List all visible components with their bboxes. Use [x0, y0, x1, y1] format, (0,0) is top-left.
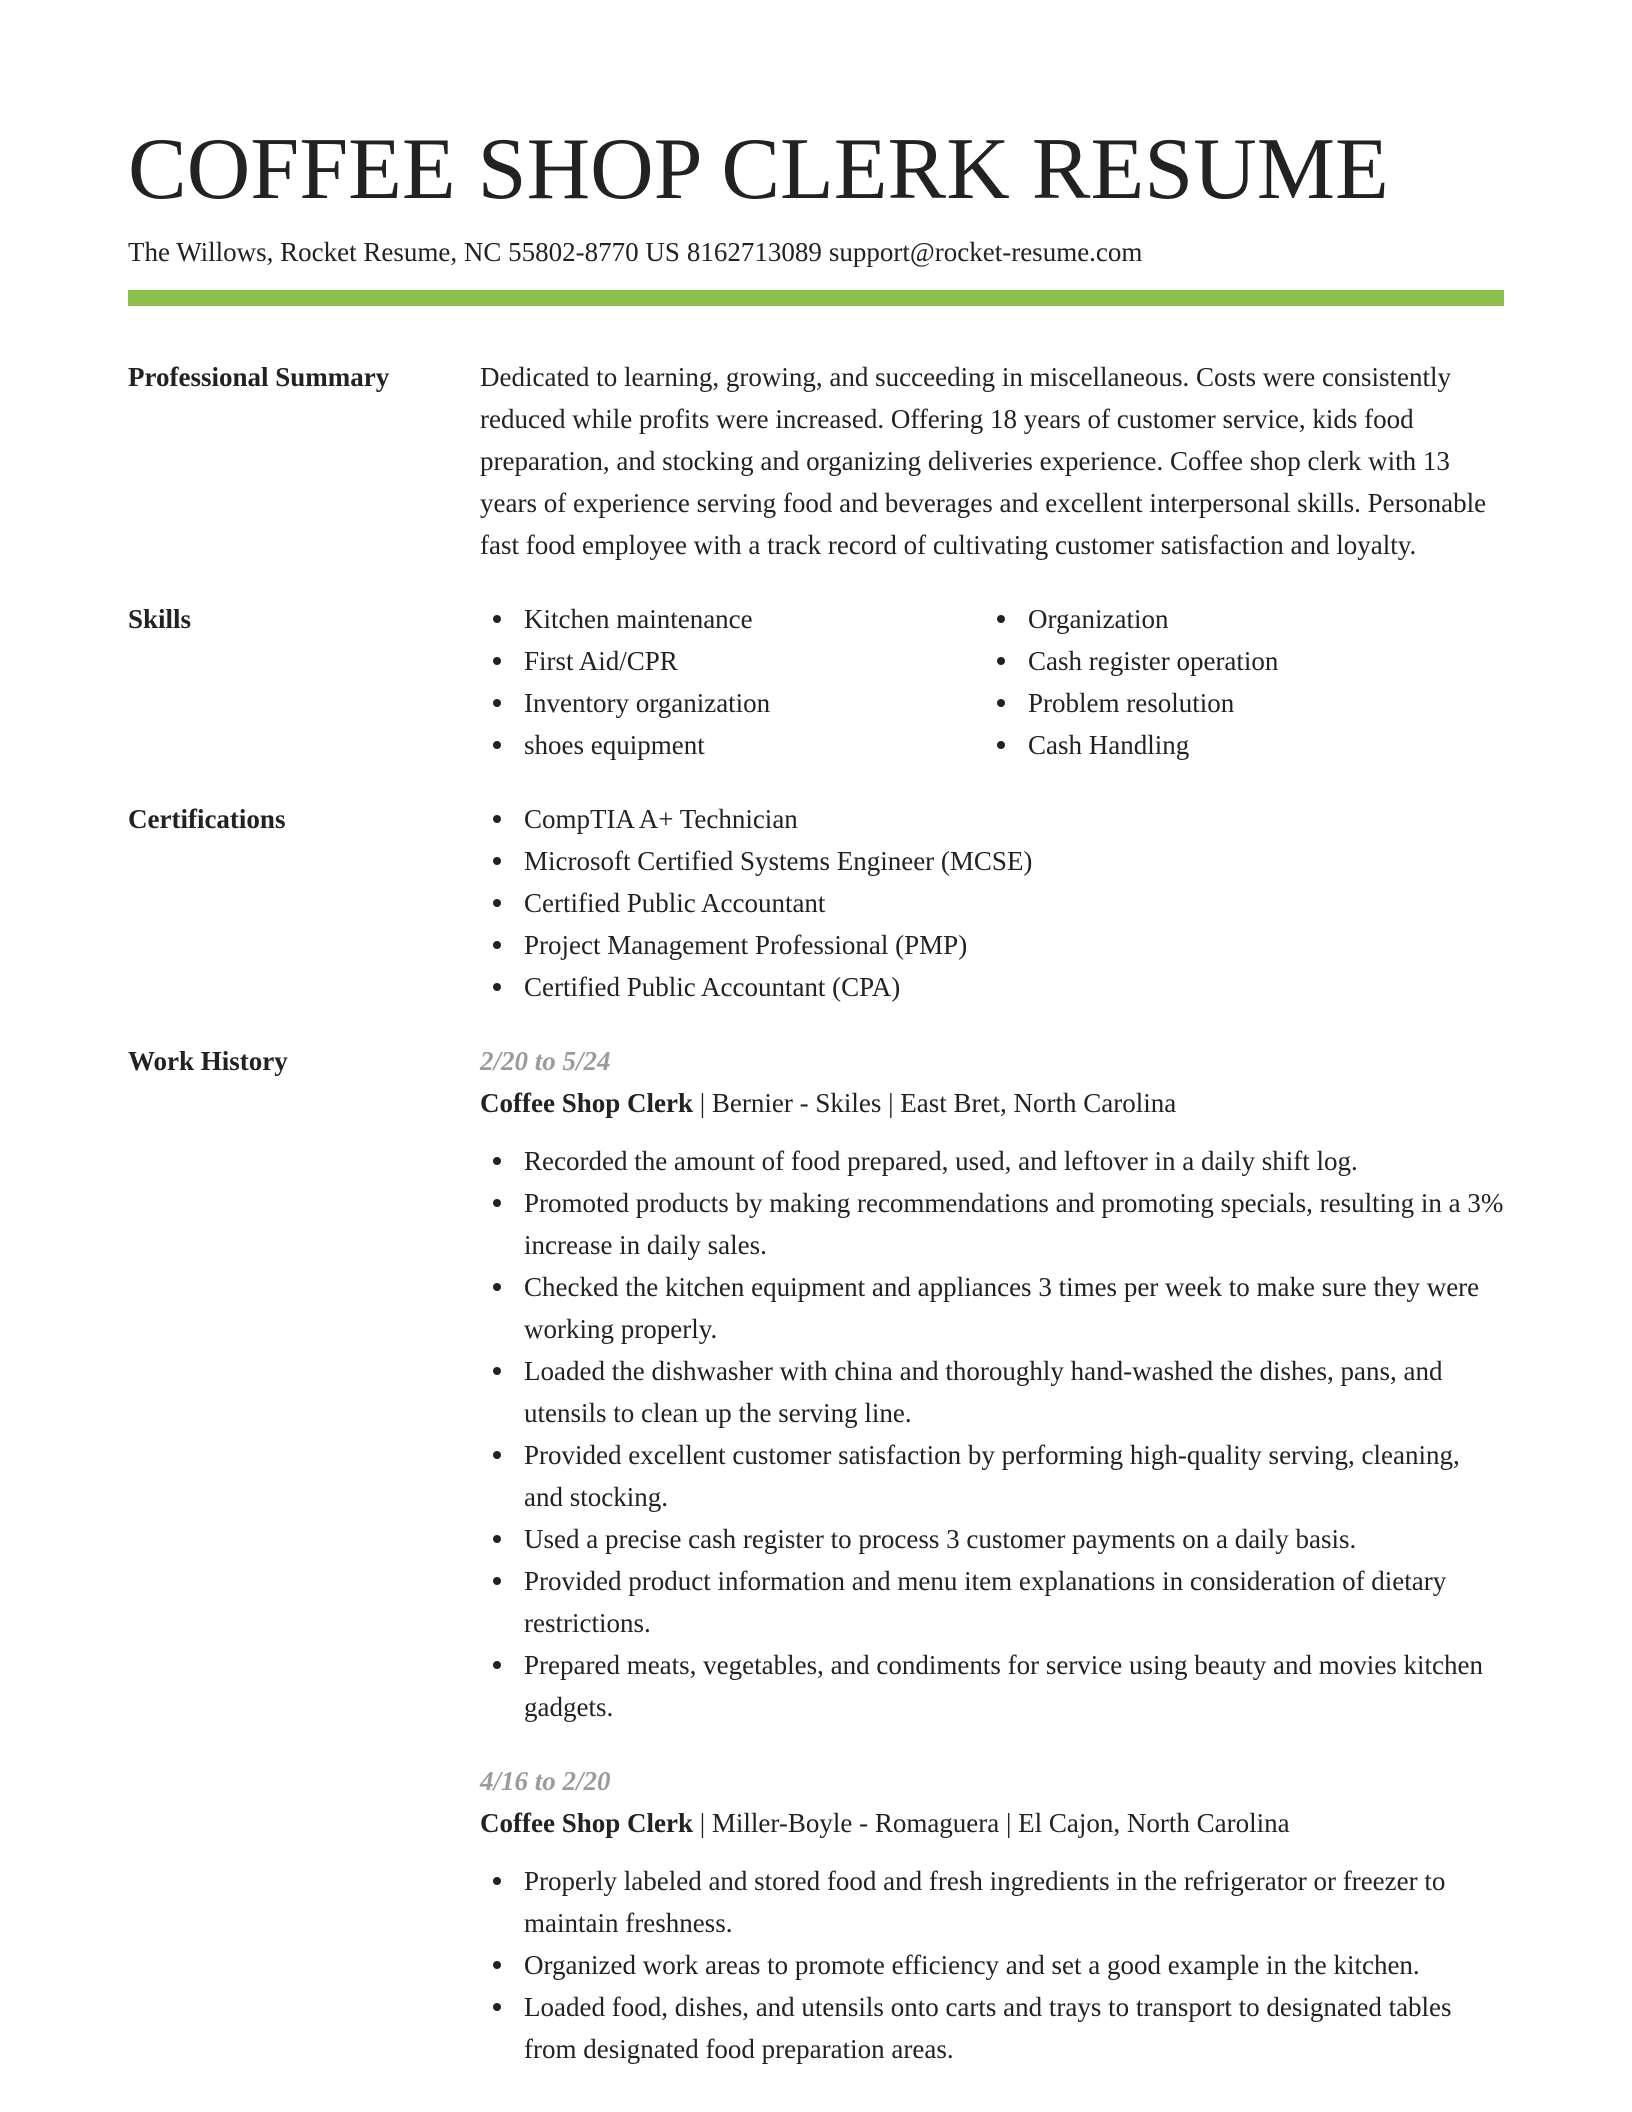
work-history-section	[128, 1040, 1504, 2070]
certifications-section	[128, 798, 1504, 1008]
work-history-body	[480, 1040, 1504, 2070]
skills-heading: Skills	[128, 604, 192, 634]
job-duty: Recorded the amount of food prepared, used, and leftover in a daily shift log.	[480, 1140, 1504, 1182]
job-dates: 2/20 to 5/24	[480, 1046, 611, 1076]
job-details: | Bernier - Skiles | East Bret, North Carolina	[692, 1088, 1177, 1118]
skill-item: Kitchen maintenance	[480, 598, 984, 640]
job-header	[480, 1082, 1504, 1124]
certification-item: CompTIA A+ Technician	[480, 798, 1504, 840]
certification-item: Project Management Professional (PMP)	[480, 924, 1504, 966]
summary-text: Dedicated to learning, growing, and succeeding in miscellaneous. Costs were consistently reduced while profits were increased. Offering 18 years of customer service, kids food preparation, and stocking and organizing deliveries experience. Coffee shop clerk with 13 years of experience serving food and beverages and excellent interpersonal skills. Personable fast food employee with a track record of cultivating customer satisfaction and loyalty.	[480, 362, 1487, 560]
job-duty: Organized work areas to promote efficiency and set a good example in the kitchen.	[480, 1944, 1504, 1986]
contact-email: support@rocket-resume.com	[828, 237, 1143, 267]
job-duties-list	[480, 1860, 1504, 2070]
job-title: Coffee Shop Clerk	[480, 1808, 693, 1838]
skills-list-left	[480, 598, 984, 766]
contact-address: The Willows, Rocket Resume, NC 55802-8770 US	[128, 237, 680, 267]
job-dates: 4/16 to 2/20	[480, 1766, 611, 1796]
accent-divider	[128, 290, 1504, 306]
summary-section	[128, 356, 1504, 566]
contact-line	[128, 232, 1504, 272]
certification-item: Certified Public Accountant (CPA)	[480, 966, 1504, 1008]
skill-item: Organization	[984, 598, 1488, 640]
contact-phone: 8162713089	[686, 237, 822, 267]
job-duty: Prepared meats, vegetables, and condiments for service using beauty and movies kitchen gadgets.	[480, 1644, 1504, 1728]
certification-item: Microsoft Certified Systems Engineer (MCSE)	[480, 840, 1504, 882]
certifications-heading: Certifications	[128, 804, 286, 834]
summary-heading: Professional Summary	[128, 362, 390, 392]
certification-item: Certified Public Accountant	[480, 882, 1504, 924]
skills-columns	[480, 598, 1504, 766]
job-entry	[480, 1760, 1504, 2070]
skill-item: Cash register operation	[984, 640, 1488, 682]
job-duty: Used a precise cash register to process 3 customer payments on a daily basis.	[480, 1518, 1504, 1560]
resume-title: COFFEE SHOP CLERK RESUME	[128, 121, 1389, 218]
skills-section	[128, 598, 1504, 766]
skill-item: Cash Handling	[984, 724, 1488, 766]
job-duty: Provided excellent customer satisfaction by performing high-quality serving, cleaning, and stocking.	[480, 1434, 1504, 1518]
certifications-body	[480, 798, 1504, 1008]
job-duty: Loaded food, dishes, and utensils onto carts and trays to transport to designated tables from designated food preparation areas.	[480, 1986, 1504, 2070]
job-duty: Checked the kitchen equipment and appliances 3 times per week to make sure they were working properly.	[480, 1266, 1504, 1350]
job-duty: Properly labeled and stored food and fresh ingredients in the refrigerator or freezer to maintain freshness.	[480, 1860, 1504, 1944]
skills-list-right	[984, 598, 1488, 766]
job-entry	[480, 1040, 1504, 1728]
job-details: | Miller-Boyle - Romaguera | El Cajon, North Carolina	[692, 1808, 1290, 1838]
skill-item: Inventory organization	[480, 682, 984, 724]
job-duty: Promoted products by making recommendations and promoting specials, resulting in a 3% increase in daily sales.	[480, 1182, 1504, 1266]
job-duty: Provided product information and menu item explanations in consideration of dietary restrictions.	[480, 1560, 1504, 1644]
job-title: Coffee Shop Clerk	[480, 1088, 693, 1118]
job-header	[480, 1802, 1504, 1844]
skill-item: shoes equipment	[480, 724, 984, 766]
skill-item: Problem resolution	[984, 682, 1488, 724]
certifications-list	[480, 798, 1504, 1008]
skill-item: First Aid/CPR	[480, 640, 984, 682]
job-duties-list	[480, 1140, 1504, 1728]
work-history-heading: Work History	[128, 1046, 288, 1076]
job-duty: Loaded the dishwasher with china and thoroughly hand-washed the dishes, pans, and utensils to clean up the serving line.	[480, 1350, 1504, 1434]
